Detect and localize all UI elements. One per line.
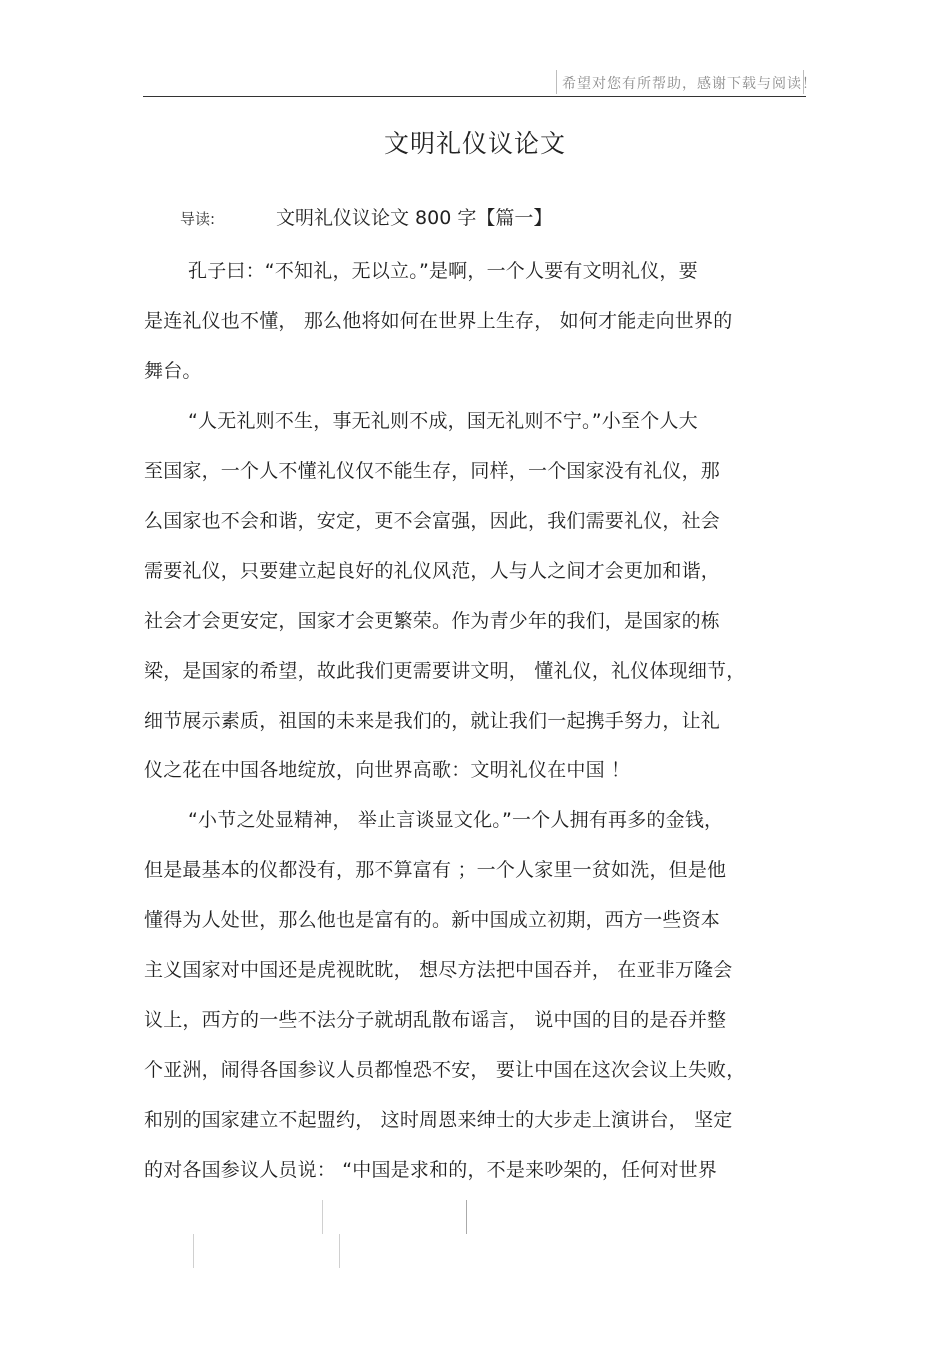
document-title: 文明礼仪议论文 <box>383 129 566 158</box>
body-line: 舞台。 <box>144 360 202 382</box>
body-line: 议上，西方的一些不法分子就胡乱散布谣言， 说中国的目的是吞并整 <box>144 1009 727 1031</box>
lead-heading: 文明礼仪议论文 800 字【篇一】 <box>276 207 553 229</box>
body-line: 是连礼仪也不懂， 那么他将如何在世界上生存， 如何才能走向世界的 <box>144 310 733 332</box>
body-line: 但是最基本的仪都没有，那不算富有 ；一个人家里一贫如洗，但是他 <box>144 859 727 881</box>
body-line: 的对各国参议人员说： “中国是求和的，不是来吵架的，任何对世界 <box>144 1159 718 1181</box>
body-line: 梁，是国家的希望，故此我们更需要讲文明， 懂礼仪，礼仪体现细节， <box>144 660 746 682</box>
body-line: 仪之花在中国各地绽放，向世界高歌：文明礼仪在中国 ！ <box>144 759 631 781</box>
body-line: 至国家，一个人不懂礼仪仅不能生存，同样，一个国家没有礼仪，那 <box>144 460 721 482</box>
body-line: 么国家也不会和谐，安定，更不会富强，因此，我们需要礼仪，社会 <box>144 510 721 532</box>
scan-artifact-line <box>322 1200 323 1234</box>
body-line: 需要礼仪，只要建立起良好的礼仪风范，人与人之间才会更加和谐， <box>144 560 721 582</box>
header-divider <box>143 96 806 97</box>
lead-label: 导读: <box>180 210 216 228</box>
body-line: 社会才会更安定，国家才会更繁荣。作为青少年的我们，是国家的栋 <box>144 610 721 632</box>
scan-artifact-line <box>339 1234 340 1268</box>
scan-artifact-line <box>193 1234 194 1268</box>
scan-artifact-line <box>466 1200 467 1234</box>
body-line: 和别的国家建立不起盟约， 这时周恩来绅士的大步走上演讲台， 坚定 <box>144 1109 733 1131</box>
header-note: 希望对您有所帮助，感谢下载与阅读！ <box>562 76 817 92</box>
body-line: “人无礼则不生，事无礼则不成，国无礼则不宁。”小至个人大 <box>188 410 698 432</box>
body-line: “小节之处显精神， 举止言谈显文化。”一个人拥有再多的金钱， <box>188 809 724 831</box>
body-line: 细节展示素质，祖国的未来是我们的，就让我们一起携手努力，让礼 <box>144 710 721 732</box>
body-line: 主义国家对中国还是虎视眈眈， 想尽方法把中国吞并， 在亚非万隆会 <box>144 959 733 981</box>
body-line: 个亚洲，闹得各国参议人员都惶恐不安， 要让中国在这次会议上失败， <box>144 1059 746 1081</box>
body-line: 懂得为人处世，那么他也是富有的。新中国成立初期，西方一些资本 <box>144 909 721 931</box>
body-line: 孔子曰：“不知礼，无以立。”是啊，一个人要有文明礼仪，要 <box>188 260 698 282</box>
